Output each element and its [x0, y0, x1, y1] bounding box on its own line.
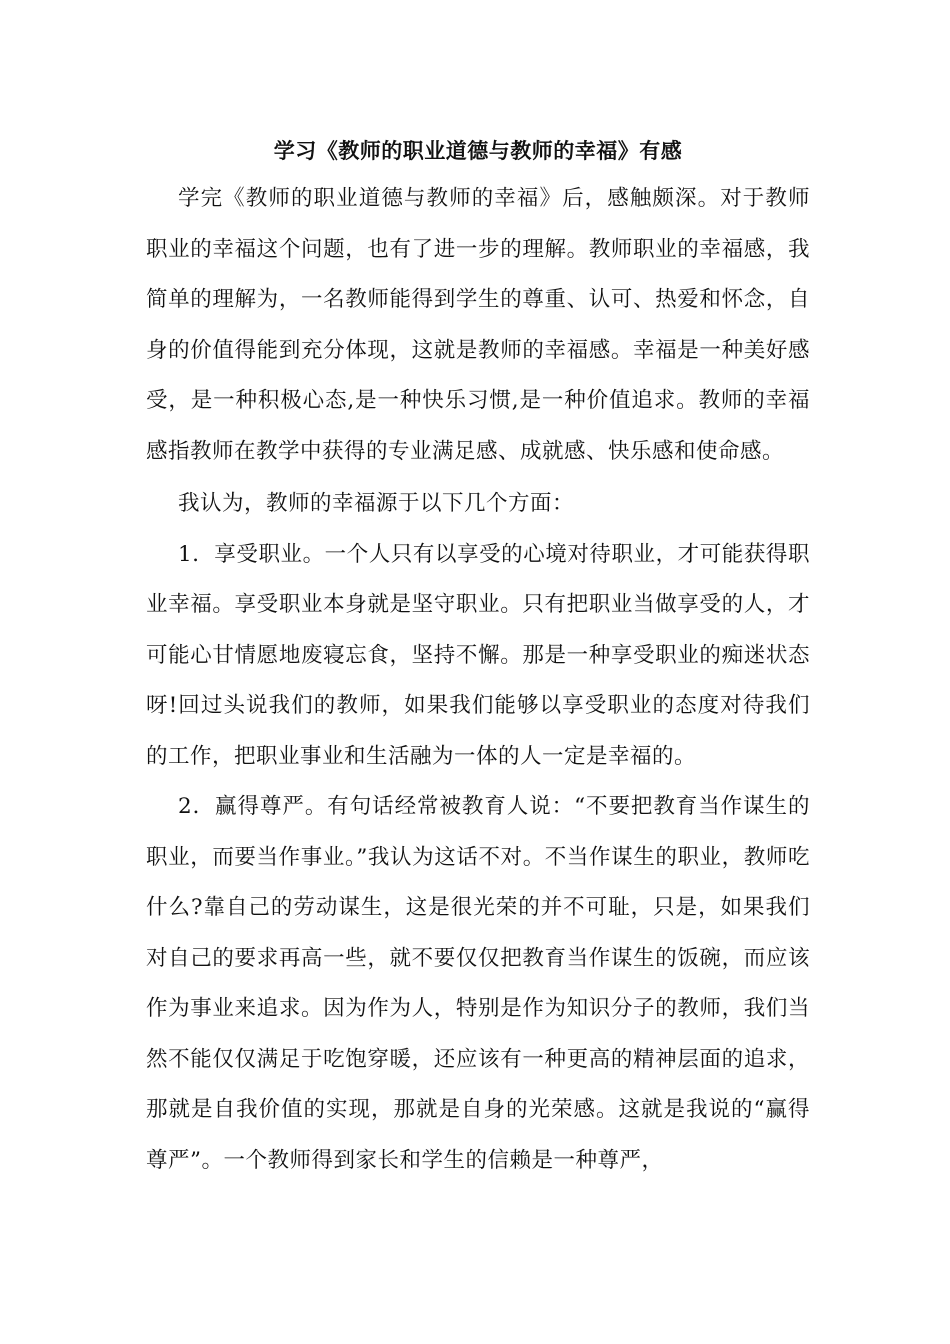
- paragraph-intro: 学完《教师的职业道德与教师的幸福》后，感触颇深。对于教师职业的幸福这个问题，也有了进一步的理解。教师职业的幸福感，我简单的理解为，一名教师能得到学生的尊重、认可、热爱和怀念，自身的价值得能到充分体现，这就是教师的幸福感。幸福是一种美好感受，是一种积极心态,是一种快乐习惯,是一种价值追求。教师的幸福感指教师在教学中获得的专业满足感、成就感、快乐感和使命感。: [146, 186, 810, 464]
- paragraph-enjoy-career: 1．享受职业。一个人只有以享受的心境对待职业，才可能获得职业幸福。享受职业本身就是坚守职业。只有把职业当做享受的人，才可能心甘情愿地废寝忘食，坚持不懈。那是一种享受职业的痴迷状态呀!回过头说我们的教师，如果我们能够以享受职业的态度对待我们的工作，把职业事业和生活融为一体的人一定是幸福的。: [146, 541, 810, 769]
- paragraph-sources: 我认为，教师的幸福源于以下几个方面：: [178, 491, 575, 516]
- paragraph-win-dignity: 2．赢得尊严。有句话经常被教育人说：“不要把教育当作谋生的职业，而要当作事业。”我认为这话不对。不当作谋生的职业，教师吃什么?靠自己的劳动谋生，这是很光荣的并不可耻，只是，如果我们对自己的要求再高一些，就不要仅仅把教育当作谋生的饭碗，而应该作为事业来追求。因为作为人，特别是作为知识分子的教师，我们当然不能仅仅满足于吃饱穿暖，还应该有一种更高的精神层面的追求，那就是自我价值的实现，那就是自身的光荣感。这就是我说的“赢得尊严”。一个教师得到家长和学生的信赖是一种尊严，: [146, 794, 810, 1173]
- document-title: 学习《教师的职业道德与教师的幸福》有感: [273, 138, 683, 163]
